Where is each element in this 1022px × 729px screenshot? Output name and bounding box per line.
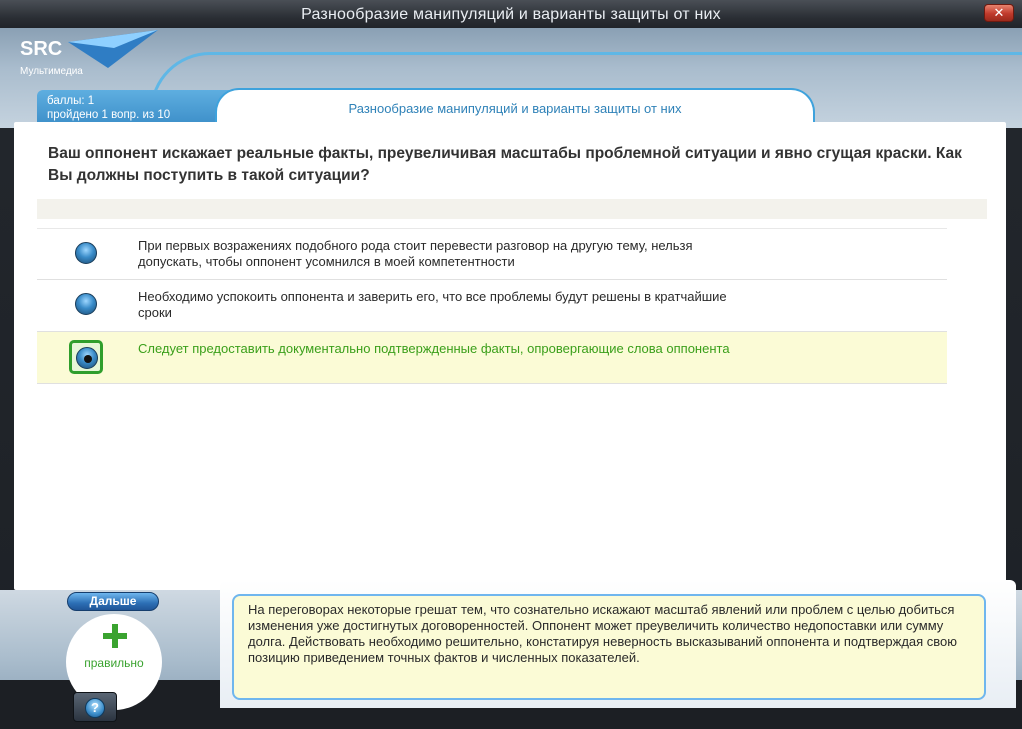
logo-subtitle: Мультимедиа	[20, 66, 83, 77]
selected-radio-frame[interactable]	[69, 340, 103, 374]
comment-text: На переговорах некоторые грешат тем, что сознательно искажают масштаб явлений или проблем с целью добиться изменения уже достигнутых договоренностей. Оппонент может преувеличить количество недопоставки или сумму долга. Действовать необходимо решительно, констатируя неверность высказываний оппонента и подтверждая свою позицию приведением точных фактов и численных показателей.	[248, 602, 958, 665]
window-title: Разнообразие манипуляций и варианты защиты от них	[301, 6, 721, 23]
title-bar	[0, 0, 1022, 30]
answer-option-3[interactable]	[37, 332, 947, 384]
radio-icon[interactable]	[75, 293, 97, 315]
answer-text: Необходимо успокоить оппонента и заверить его, что все проблемы будут решены в кратчайшие сроки	[138, 289, 727, 320]
next-button[interactable]: Дальше	[67, 592, 159, 611]
help-icon: ?	[85, 698, 105, 718]
answer-text: Следует предоставить документально подтвержденные факты, опровергающие слова оппонента	[138, 341, 730, 356]
feedback-label: правильно	[84, 656, 144, 670]
answer-text: При первых возражениях подобного рода стоит перевести разговор на другую тему, нельзя допускать, чтобы оппонент усомнился в моей компетентности	[138, 238, 693, 269]
close-button[interactable]	[984, 4, 1014, 22]
score-panel	[37, 90, 237, 126]
radio-dot-icon	[84, 355, 92, 363]
logo-mark-icon	[68, 30, 158, 70]
answer-option-2[interactable]	[37, 280, 947, 332]
question-panel	[14, 122, 1006, 590]
score-progress: пройдено 1 вопр. из 10	[47, 109, 171, 121]
logo-brand: SRC	[20, 38, 63, 60]
close-icon: ✕	[993, 5, 1005, 20]
radio-selected-icon[interactable]	[76, 347, 98, 369]
question-text: Ваш оппонент искажает реальные факты, преувеличивая масштабы проблемной ситуации и явно сгущая краски. Как Вы должны поступить в такой ситуации?	[48, 145, 962, 184]
plus-icon	[103, 624, 127, 648]
help-button[interactable]	[73, 692, 117, 722]
question-divider	[37, 199, 987, 219]
answer-list	[37, 228, 947, 384]
comment-box	[232, 594, 986, 700]
logo	[10, 30, 160, 82]
answer-option-1[interactable]	[37, 228, 947, 280]
radio-icon[interactable]	[75, 242, 97, 264]
score-points: баллы: 1	[47, 95, 95, 107]
section-title: Разнообразие манипуляций и варианты защиты от них	[348, 101, 682, 116]
